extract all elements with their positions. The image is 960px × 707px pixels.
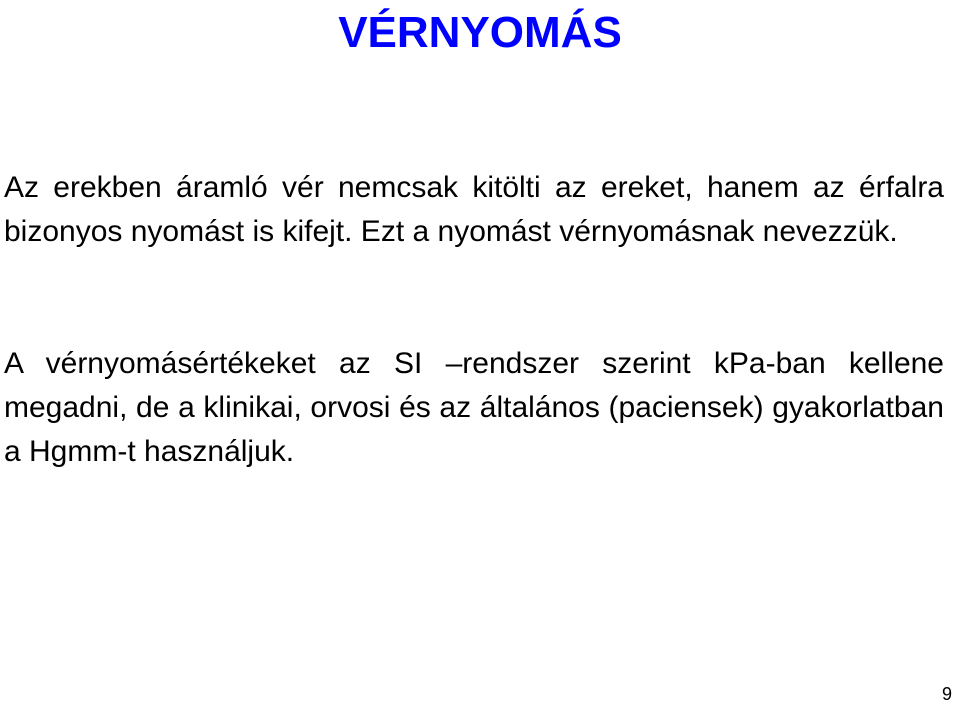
paragraph-units: A vérnyomásértékeket az SI –rendszer szerint kPa-ban kellene megadni, de a klinikai, orvosi és az általános (paciensek) gyakorlatban a Hgmm-t használjuk.	[4, 347, 944, 468]
slide-title: VÉRNYOMÁS	[338, 8, 622, 57]
paragraph-definition: Az erekben áramló vér nemcsak kitölti az ereket, hanem az érfalra bizonyos nyomást is kifejt. Ezt a nyomást vérnyomásnak nevezzük.	[4, 171, 944, 248]
page-number: 9	[941, 684, 952, 704]
